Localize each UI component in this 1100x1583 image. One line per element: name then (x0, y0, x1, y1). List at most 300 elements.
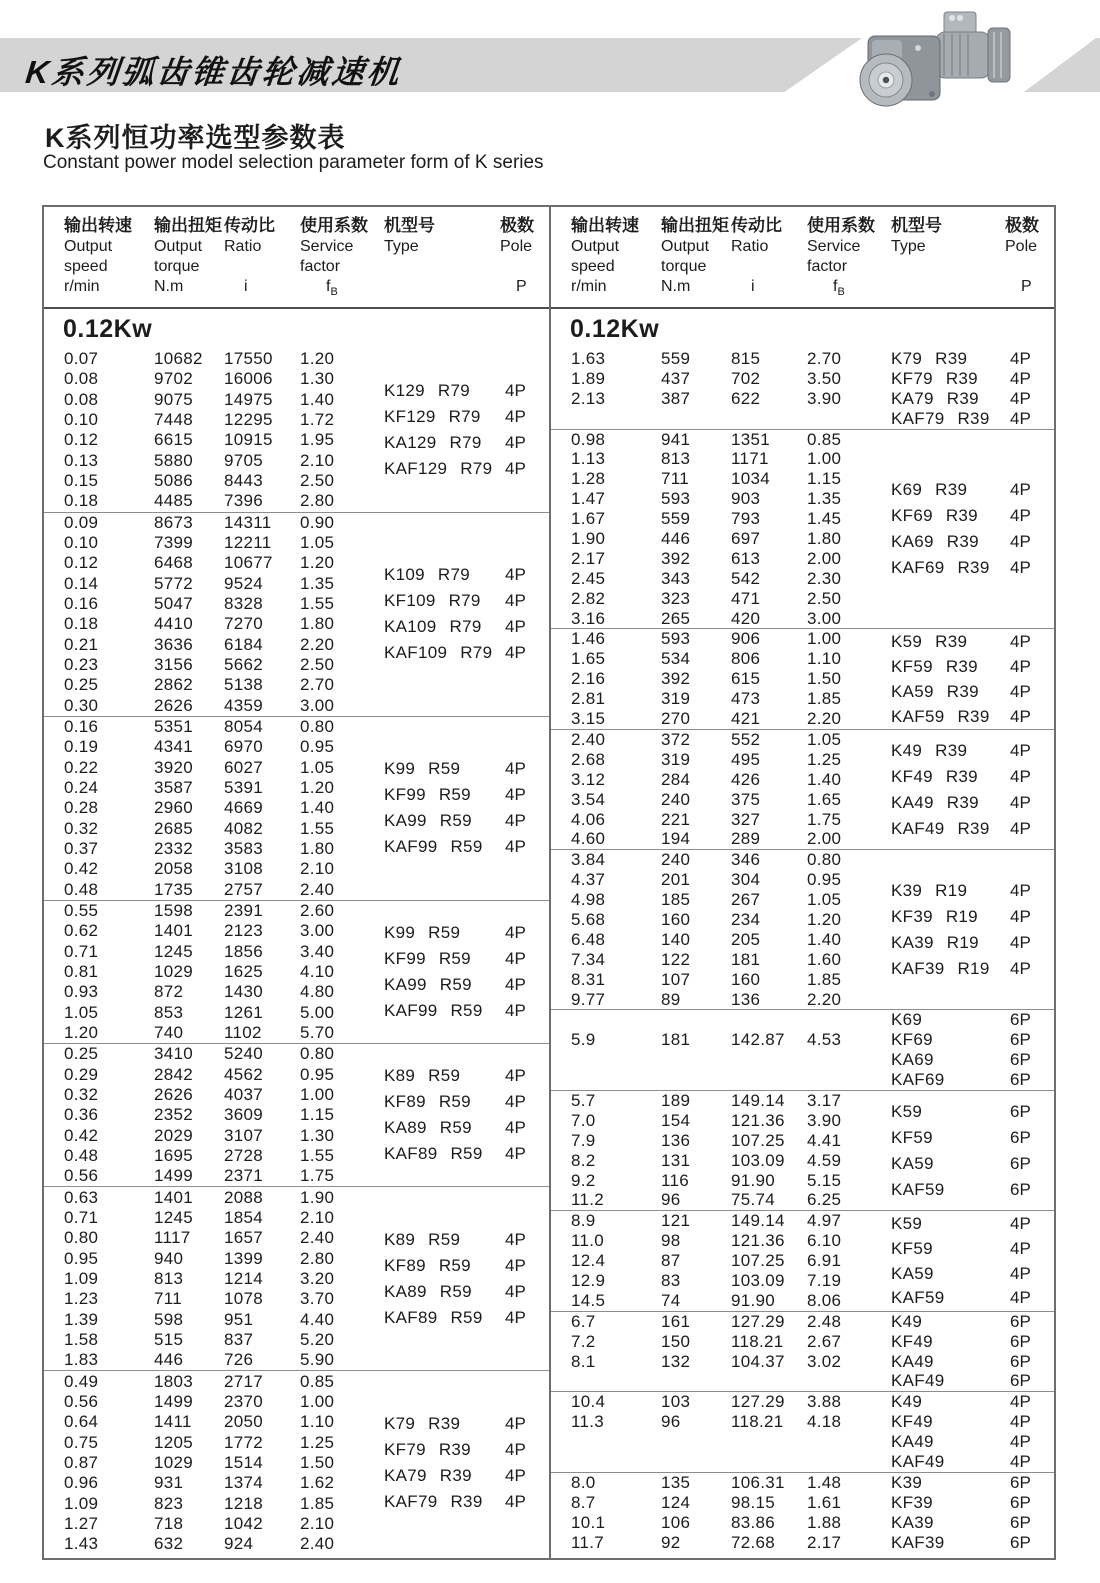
service-factor-cell: 1.10 (807, 649, 842, 669)
type-model-cell: KA129 (384, 433, 437, 453)
type-model-cell: KF109 (384, 591, 436, 611)
block-type-rows (891, 730, 1054, 849)
ratio-cell: 83.86 (731, 1512, 776, 1532)
ratio-cell: 552 (731, 729, 761, 749)
type-row (891, 369, 1054, 389)
pole-cell: 4P (505, 811, 526, 831)
type-suffix-cell: R59 (450, 1001, 483, 1020)
pole-cell: 4P (505, 949, 526, 968)
pole-cell: 4P (1010, 958, 1031, 978)
service-factor-cell: 1.61 (807, 1492, 842, 1512)
service-factor-cell: 2.10 (300, 450, 335, 470)
ratio-cell: 6184 (224, 634, 264, 654)
banner-band-tail (1020, 38, 1100, 92)
output-speed-cell: 0.42 (64, 1125, 99, 1145)
type-model-cell: K79 (384, 1413, 416, 1433)
output-torque-cell: 265 (661, 608, 691, 628)
gear-reducer-product-image (848, 4, 1023, 122)
service-factor-cell: 1.40 (807, 929, 842, 949)
pole-cell: 6P (1010, 1331, 1031, 1351)
output-torque-cell: 8673 (154, 512, 194, 532)
type-row (384, 1253, 549, 1279)
ratio-cell: 75.74 (731, 1190, 776, 1210)
service-factor-cell: 5.20 (300, 1329, 335, 1349)
type-row (384, 1305, 549, 1331)
table-row (571, 750, 891, 770)
output-torque-cell: 559 (661, 349, 691, 368)
output-speed-cell: 3.54 (571, 789, 606, 809)
page-title-en: Constant power model selection parameter form of K series (43, 152, 544, 173)
service-factor-cell: 2.10 (300, 1513, 335, 1533)
type-model-cell: KAF69 (891, 1070, 945, 1090)
pole-cell: 6P (1010, 1371, 1031, 1391)
ratio-cell: 12295 (224, 410, 273, 430)
service-factor-cell: 2.67 (807, 1331, 842, 1351)
block-type-rows (384, 513, 549, 716)
type-row (891, 679, 1054, 704)
ratio-cell: 149.14 (731, 1091, 785, 1110)
pole-cell: 4P (505, 1144, 526, 1164)
service-factor-cell: 1.00 (807, 629, 842, 649)
type-row (891, 1125, 1054, 1151)
type-suffix-cell: R39 (945, 368, 978, 388)
pole-cell: 6P (1010, 1532, 1031, 1552)
block-data-rows (551, 1211, 891, 1311)
type-row (891, 904, 1054, 930)
output-speed-cell: 1.09 (64, 1268, 99, 1288)
series-banner-title: K系列弧齿锥齿轮减速机 (23, 54, 404, 90)
table-row (64, 1208, 384, 1228)
pole-cell: 4P (1010, 1263, 1031, 1283)
output-speed-cell: 0.08 (64, 389, 99, 409)
type-row (384, 614, 549, 640)
output-speed-cell: 2.82 (571, 588, 606, 608)
type-row (891, 1261, 1054, 1286)
service-factor-cell: 2.50 (807, 588, 842, 608)
service-factor-cell: 1.55 (300, 1145, 335, 1165)
type-model-cell: KF99 (384, 785, 426, 805)
type-row (891, 477, 1054, 503)
pole-cell: 4P (505, 1092, 526, 1112)
type-suffix-cell: R39 (945, 656, 978, 676)
block-type-rows (384, 717, 549, 900)
ratio-cell: 951 (224, 1309, 254, 1329)
pole-cell: 4P (505, 1439, 526, 1459)
table-block (551, 1472, 1054, 1553)
pole-cell: 6P (1010, 1030, 1031, 1050)
service-factor-cell: 3.20 (300, 1268, 335, 1288)
service-factor-cell: 0.95 (300, 737, 335, 757)
table-row (571, 1432, 891, 1452)
type-suffix-cell: R79 (460, 459, 493, 479)
table-row (64, 758, 384, 778)
output-speed-cell: 0.18 (64, 614, 99, 634)
ratio-cell: 7270 (224, 614, 264, 634)
output-torque-cell: 96 (661, 1412, 681, 1432)
block-data-rows (551, 349, 891, 429)
table-row (64, 1187, 384, 1207)
table-block (551, 849, 1054, 1009)
table-row (571, 1251, 891, 1271)
type-model-cell: KAF69 (891, 558, 945, 578)
output-speed-cell: 0.37 (64, 839, 99, 859)
output-speed-cell: 8.9 (571, 1211, 596, 1231)
output-speed-cell: 0.25 (64, 675, 99, 695)
type-model-cell: KAF99 (384, 1001, 438, 1020)
output-torque-cell: 1401 (154, 1187, 194, 1207)
output-torque-cell: 2626 (154, 1084, 194, 1104)
ratio-cell: 12211 (224, 533, 272, 553)
output-torque-cell: 7448 (154, 410, 194, 430)
type-row (891, 349, 1054, 369)
output-torque-cell: 323 (661, 588, 691, 608)
block-type-rows (891, 1312, 1054, 1392)
type-row (891, 389, 1054, 409)
output-speed-cell: 9.2 (571, 1170, 596, 1190)
table-row (64, 574, 384, 594)
output-torque-cell: 437 (661, 368, 691, 388)
type-row (384, 562, 549, 588)
output-speed-cell: 1.46 (571, 629, 606, 649)
service-factor-cell: 4.40 (300, 1309, 335, 1329)
ratio-cell: 3108 (224, 859, 264, 879)
service-factor-cell: 3.00 (807, 608, 842, 628)
type-row (891, 1050, 1054, 1070)
output-torque-cell: 2332 (154, 839, 194, 859)
output-torque-cell: 284 (661, 769, 691, 789)
block-type-rows (891, 629, 1054, 729)
service-factor-cell: 1.50 (807, 669, 842, 689)
service-factor-cell: 1.85 (300, 1493, 335, 1513)
service-factor-cell: 4.80 (300, 982, 335, 1002)
type-row (891, 930, 1054, 956)
service-factor-cell: 1.20 (300, 778, 335, 798)
output-speed-cell: 0.96 (64, 1473, 99, 1493)
type-suffix-cell: R19 (945, 906, 978, 926)
pole-cell: 4P (505, 1066, 526, 1086)
output-speed-cell: 0.09 (64, 512, 99, 532)
table-row (64, 655, 384, 675)
ratio-cell: 10677 (224, 553, 273, 573)
table-block (44, 716, 549, 900)
pole-cell: 4P (1010, 532, 1031, 552)
output-speed-cell: 4.37 (571, 870, 606, 890)
output-speed-cell: 3.12 (571, 769, 606, 789)
block-type-rows (891, 850, 1054, 1009)
type-row (384, 998, 549, 1024)
output-speed-cell: 0.08 (64, 369, 99, 389)
table-row (571, 1513, 891, 1533)
output-torque-cell: 2352 (154, 1105, 194, 1125)
service-factor-cell: 1.15 (807, 469, 842, 489)
ratio-cell: 420 (731, 608, 761, 628)
table-row (571, 1352, 891, 1372)
table-row (64, 1432, 384, 1452)
table-row (571, 990, 891, 1010)
type-model-cell: KA59 (891, 1153, 934, 1173)
ratio-cell: 726 (224, 1350, 254, 1370)
type-row (891, 1211, 1054, 1236)
type-model-cell: KF89 (384, 1255, 426, 1275)
type-row (891, 1473, 1054, 1493)
output-speed-cell: 12.4 (571, 1251, 606, 1271)
table-row (64, 390, 384, 410)
table-row (64, 430, 384, 450)
output-torque-cell: 853 (154, 1002, 184, 1022)
ratio-cell: 924 (224, 1534, 254, 1554)
output-torque-cell: 593 (661, 489, 691, 509)
table-row (571, 1372, 891, 1392)
ratio-cell: 160 (731, 969, 761, 989)
output-torque-cell: 534 (661, 649, 691, 669)
ratio-cell: 2391 (224, 901, 264, 921)
output-torque-cell: 122 (661, 949, 691, 969)
type-model-cell: K99 (384, 759, 416, 779)
output-speed-cell: 1.47 (571, 489, 606, 509)
block-data-rows (44, 1371, 384, 1554)
service-factor-cell: 6.25 (807, 1190, 842, 1210)
output-speed-cell: 1.20 (64, 1022, 99, 1042)
type-suffix-cell: R39 (957, 706, 990, 726)
table-row (571, 730, 891, 750)
table-block (551, 1391, 1054, 1472)
output-torque-cell: 124 (661, 1492, 691, 1512)
block-type-rows (891, 349, 1054, 429)
type-row (891, 790, 1054, 816)
output-torque-cell: 4341 (154, 737, 194, 757)
type-suffix-cell: R39 (946, 532, 979, 552)
output-torque-cell: 5880 (154, 450, 194, 470)
type-row (891, 1352, 1054, 1372)
service-factor-cell: 1.00 (807, 449, 842, 469)
table-row (571, 709, 891, 729)
output-speed-cell: 8.1 (571, 1351, 596, 1371)
type-suffix-cell: R59 (439, 1281, 472, 1301)
output-torque-cell: 1803 (154, 1371, 194, 1391)
type-suffix-cell: R39 (935, 631, 968, 651)
type-model-cell: KAF59 (891, 706, 945, 726)
service-factor-cell: 2.10 (300, 1207, 335, 1227)
output-speed-cell: 0.18 (64, 491, 99, 511)
type-model-cell: KAF79 (891, 408, 945, 428)
output-speed-cell: 0.28 (64, 798, 99, 818)
output-torque-cell: 2960 (154, 798, 194, 818)
ratio-cell: 205 (731, 929, 761, 949)
table-row (571, 1131, 891, 1151)
type-row (384, 1463, 549, 1489)
service-factor-cell: 4.41 (807, 1130, 842, 1150)
pole-cell: 6P (1010, 1127, 1031, 1147)
column-header-output-speed: 输出转速 Output speed r/min (571, 216, 639, 295)
table-half-left (44, 207, 549, 1558)
ratio-cell: 2371 (224, 1166, 264, 1186)
table-row (571, 1291, 891, 1311)
ratio-cell: 91.90 (731, 1290, 776, 1310)
ratio-cell: 1772 (224, 1432, 264, 1452)
output-speed-cell: 0.10 (64, 533, 99, 553)
ratio-cell: 14311 (224, 512, 272, 532)
output-speed-cell: 10.1 (571, 1512, 606, 1532)
type-model-cell: KF59 (891, 656, 933, 676)
type-suffix-cell: R39 (957, 408, 990, 428)
type-suffix-cell: R59 (438, 949, 471, 968)
service-factor-cell: 1.80 (807, 529, 842, 549)
block-type-rows (891, 1392, 1054, 1472)
output-torque-cell: 74 (661, 1290, 681, 1310)
output-speed-cell: 1.89 (571, 368, 606, 388)
table-row (64, 471, 384, 491)
output-speed-cell: 0.71 (64, 1207, 99, 1227)
pole-cell: 4P (1010, 656, 1031, 676)
type-suffix-cell: R39 (935, 740, 968, 760)
service-factor-cell: 1.72 (300, 410, 335, 430)
pole-cell: 4P (505, 591, 526, 611)
output-speed-cell: 0.16 (64, 594, 99, 614)
pole-cell: 4P (1010, 818, 1031, 838)
table-row (64, 982, 384, 1002)
ratio-cell: 136 (731, 989, 761, 1009)
service-factor-cell: 6.10 (807, 1231, 842, 1251)
pole-cell: 4P (1010, 932, 1031, 952)
output-speed-cell: 3.16 (571, 608, 606, 628)
output-speed-cell: 0.12 (64, 430, 99, 450)
table-row (64, 1105, 384, 1125)
table-row (64, 614, 384, 634)
service-factor-cell: 4.53 (807, 1030, 842, 1050)
output-torque-cell: 1598 (154, 901, 194, 921)
output-speed-cell: 0.56 (64, 1166, 99, 1186)
table-row (571, 349, 891, 369)
ratio-cell: 107.25 (731, 1130, 785, 1150)
table-row (571, 469, 891, 489)
type-row (891, 1070, 1054, 1090)
pole-cell: 4P (505, 837, 526, 857)
table-half-right (549, 207, 1054, 1558)
ratio-cell: 127.29 (731, 1392, 785, 1412)
table-row (571, 589, 891, 609)
output-torque-cell: 103 (661, 1392, 691, 1412)
type-model-cell: KF69 (891, 506, 933, 526)
table-row (64, 880, 384, 900)
service-factor-cell: 1.85 (807, 969, 842, 989)
type-suffix-cell: R39 (945, 506, 978, 526)
type-row (891, 503, 1054, 529)
type-model-cell: KA49 (891, 792, 934, 812)
table-row (571, 910, 891, 930)
ratio-cell: 1171 (731, 449, 769, 469)
type-suffix-cell: R59 (450, 837, 483, 857)
output-speed-cell: 0.49 (64, 1371, 99, 1391)
output-speed-cell: 0.75 (64, 1432, 99, 1452)
output-torque-cell: 185 (661, 890, 691, 910)
ratio-cell: 542 (731, 568, 761, 588)
type-row (384, 1141, 549, 1167)
table-row (571, 1010, 891, 1030)
output-speed-cell: 6.7 (571, 1311, 596, 1331)
output-speed-cell: 2.13 (571, 388, 606, 408)
service-factor-cell: 1.05 (300, 533, 335, 553)
type-row (891, 1332, 1054, 1352)
ratio-cell: 118.21 (731, 1412, 784, 1432)
type-model-cell: K49 (891, 740, 923, 760)
ratio-cell: 142.87 (731, 1030, 785, 1050)
table-block (551, 1090, 1054, 1210)
output-torque-cell: 813 (661, 449, 691, 469)
output-torque-cell: 1245 (154, 941, 194, 961)
type-model-cell: KAF79 (384, 1491, 438, 1511)
ratio-cell: 906 (731, 629, 761, 649)
type-model-cell: K89 (384, 1229, 416, 1249)
table-row (64, 717, 384, 737)
output-speed-cell: 0.22 (64, 757, 99, 777)
output-speed-cell: 0.10 (64, 410, 99, 430)
column-header-output-speed: 输出转速 Output speed r/min (64, 216, 132, 295)
output-torque-cell: 4410 (154, 614, 194, 634)
type-row (384, 1089, 549, 1115)
output-torque-cell: 1029 (154, 1452, 194, 1472)
service-factor-cell: 5.15 (807, 1170, 842, 1190)
output-speed-cell: 0.21 (64, 634, 99, 654)
type-row (891, 1236, 1054, 1261)
ratio-cell: 1214 (224, 1268, 264, 1288)
table-row (571, 1412, 891, 1432)
type-model-cell: KF49 (891, 1412, 933, 1432)
block-data-rows (551, 629, 891, 729)
table-block (44, 512, 549, 716)
power-section-label: 0.12Kw (63, 314, 153, 343)
ratio-cell: 793 (731, 509, 761, 529)
type-model-cell: KA39 (891, 1512, 934, 1532)
ratio-cell: 103.09 (731, 1150, 785, 1170)
service-factor-cell: 1.40 (807, 769, 842, 789)
type-model-cell: KAF59 (891, 1288, 945, 1308)
type-row (891, 1513, 1054, 1533)
service-factor-cell: 7.19 (807, 1271, 842, 1291)
service-factor-cell: 2.48 (807, 1311, 842, 1331)
output-speed-cell: 1.83 (64, 1350, 99, 1370)
block-type-rows (384, 1044, 549, 1186)
service-factor-cell: 4.10 (300, 962, 335, 981)
ratio-cell: 426 (731, 769, 761, 789)
table-row (64, 1289, 384, 1309)
output-torque-cell: 107 (661, 969, 691, 989)
output-torque-cell: 9702 (154, 369, 194, 389)
type-row (384, 782, 549, 808)
pole-cell: 4P (505, 1118, 526, 1138)
column-header-row (44, 207, 549, 309)
ratio-cell: 8443 (224, 471, 264, 491)
output-torque-cell: 221 (661, 809, 691, 829)
pole-cell: 4P (1010, 1288, 1031, 1308)
type-model-cell: K49 (891, 1311, 923, 1331)
output-speed-cell: 14.5 (571, 1290, 606, 1310)
table-row (571, 1473, 891, 1493)
block-data-rows (551, 850, 891, 1009)
output-torque-cell: 3587 (154, 778, 194, 798)
output-speed-cell: 1.65 (571, 649, 606, 669)
type-suffix-cell: R39 (428, 1413, 461, 1433)
pole-cell: 4P (1010, 368, 1031, 388)
service-factor-cell: 1.80 (300, 839, 335, 859)
ratio-cell: 615 (731, 669, 761, 689)
table-row (64, 942, 384, 962)
type-row (384, 640, 549, 666)
table-row (64, 410, 384, 430)
type-row (384, 1227, 549, 1253)
table-row (64, 1330, 384, 1350)
output-torque-cell: 4485 (154, 491, 194, 511)
output-speed-cell: 0.13 (64, 450, 99, 470)
